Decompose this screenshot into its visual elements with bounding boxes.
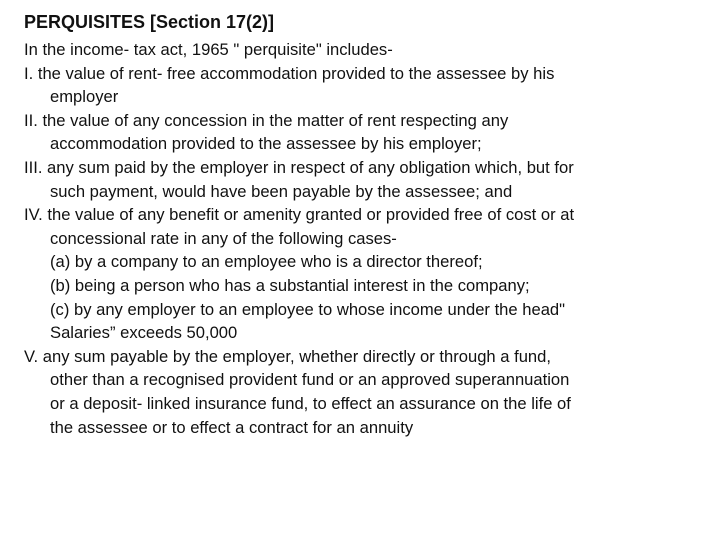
item-i-line-1: I. the value of rent- free accommodation provided to the assessee by his	[24, 63, 555, 83]
item-iii-line-2: such payment, would have been payable by the assessee; and	[50, 181, 513, 201]
item-v-line-3: or a deposit- linked insurance fund, to effect an assurance on the life of	[50, 393, 571, 413]
item-v-line-4: the assessee or to effect a contract for an annuity	[50, 417, 414, 437]
item-iv-a: (a) by a company to an employee who is a director thereof;	[50, 252, 483, 272]
item-iv-c-line-2: Salaries” exceeds 50,000	[50, 323, 238, 343]
item-iv-c-line-1: (c) by any employer to an employee to whose income under the head"	[50, 299, 566, 319]
item-iii-line-1: III. any sum paid by the employer in respect of any obligation which, but for	[24, 157, 574, 177]
item-v-line-1: V. any sum payable by the employer, whether directly or through a fund,	[24, 346, 552, 366]
slide-content	[24, 10, 708, 439]
item-i-line-2: employer	[50, 87, 119, 107]
item-v-line-2: other than a recognised provident fund or an approved superannuation	[50, 370, 570, 390]
item-iv-b: (b) being a person who has a substantial interest in the company;	[50, 275, 530, 295]
page-title: PERQUISITES [Section 17(2)]	[24, 12, 275, 32]
intro-line: In the income- tax act, 1965 " perquisite" includes-	[24, 40, 393, 59]
item-ii-line-2: accommodation provided to the assessee by his employer;	[50, 134, 482, 154]
item-iv-line-1: IV. the value of any benefit or amenity granted or provided free of cost or at	[24, 205, 575, 225]
item-iv-line-2: concessional rate in any of the following cases-	[50, 228, 397, 248]
item-ii-line-1: II. the value of any concession in the matter of rent respecting any	[24, 110, 509, 130]
